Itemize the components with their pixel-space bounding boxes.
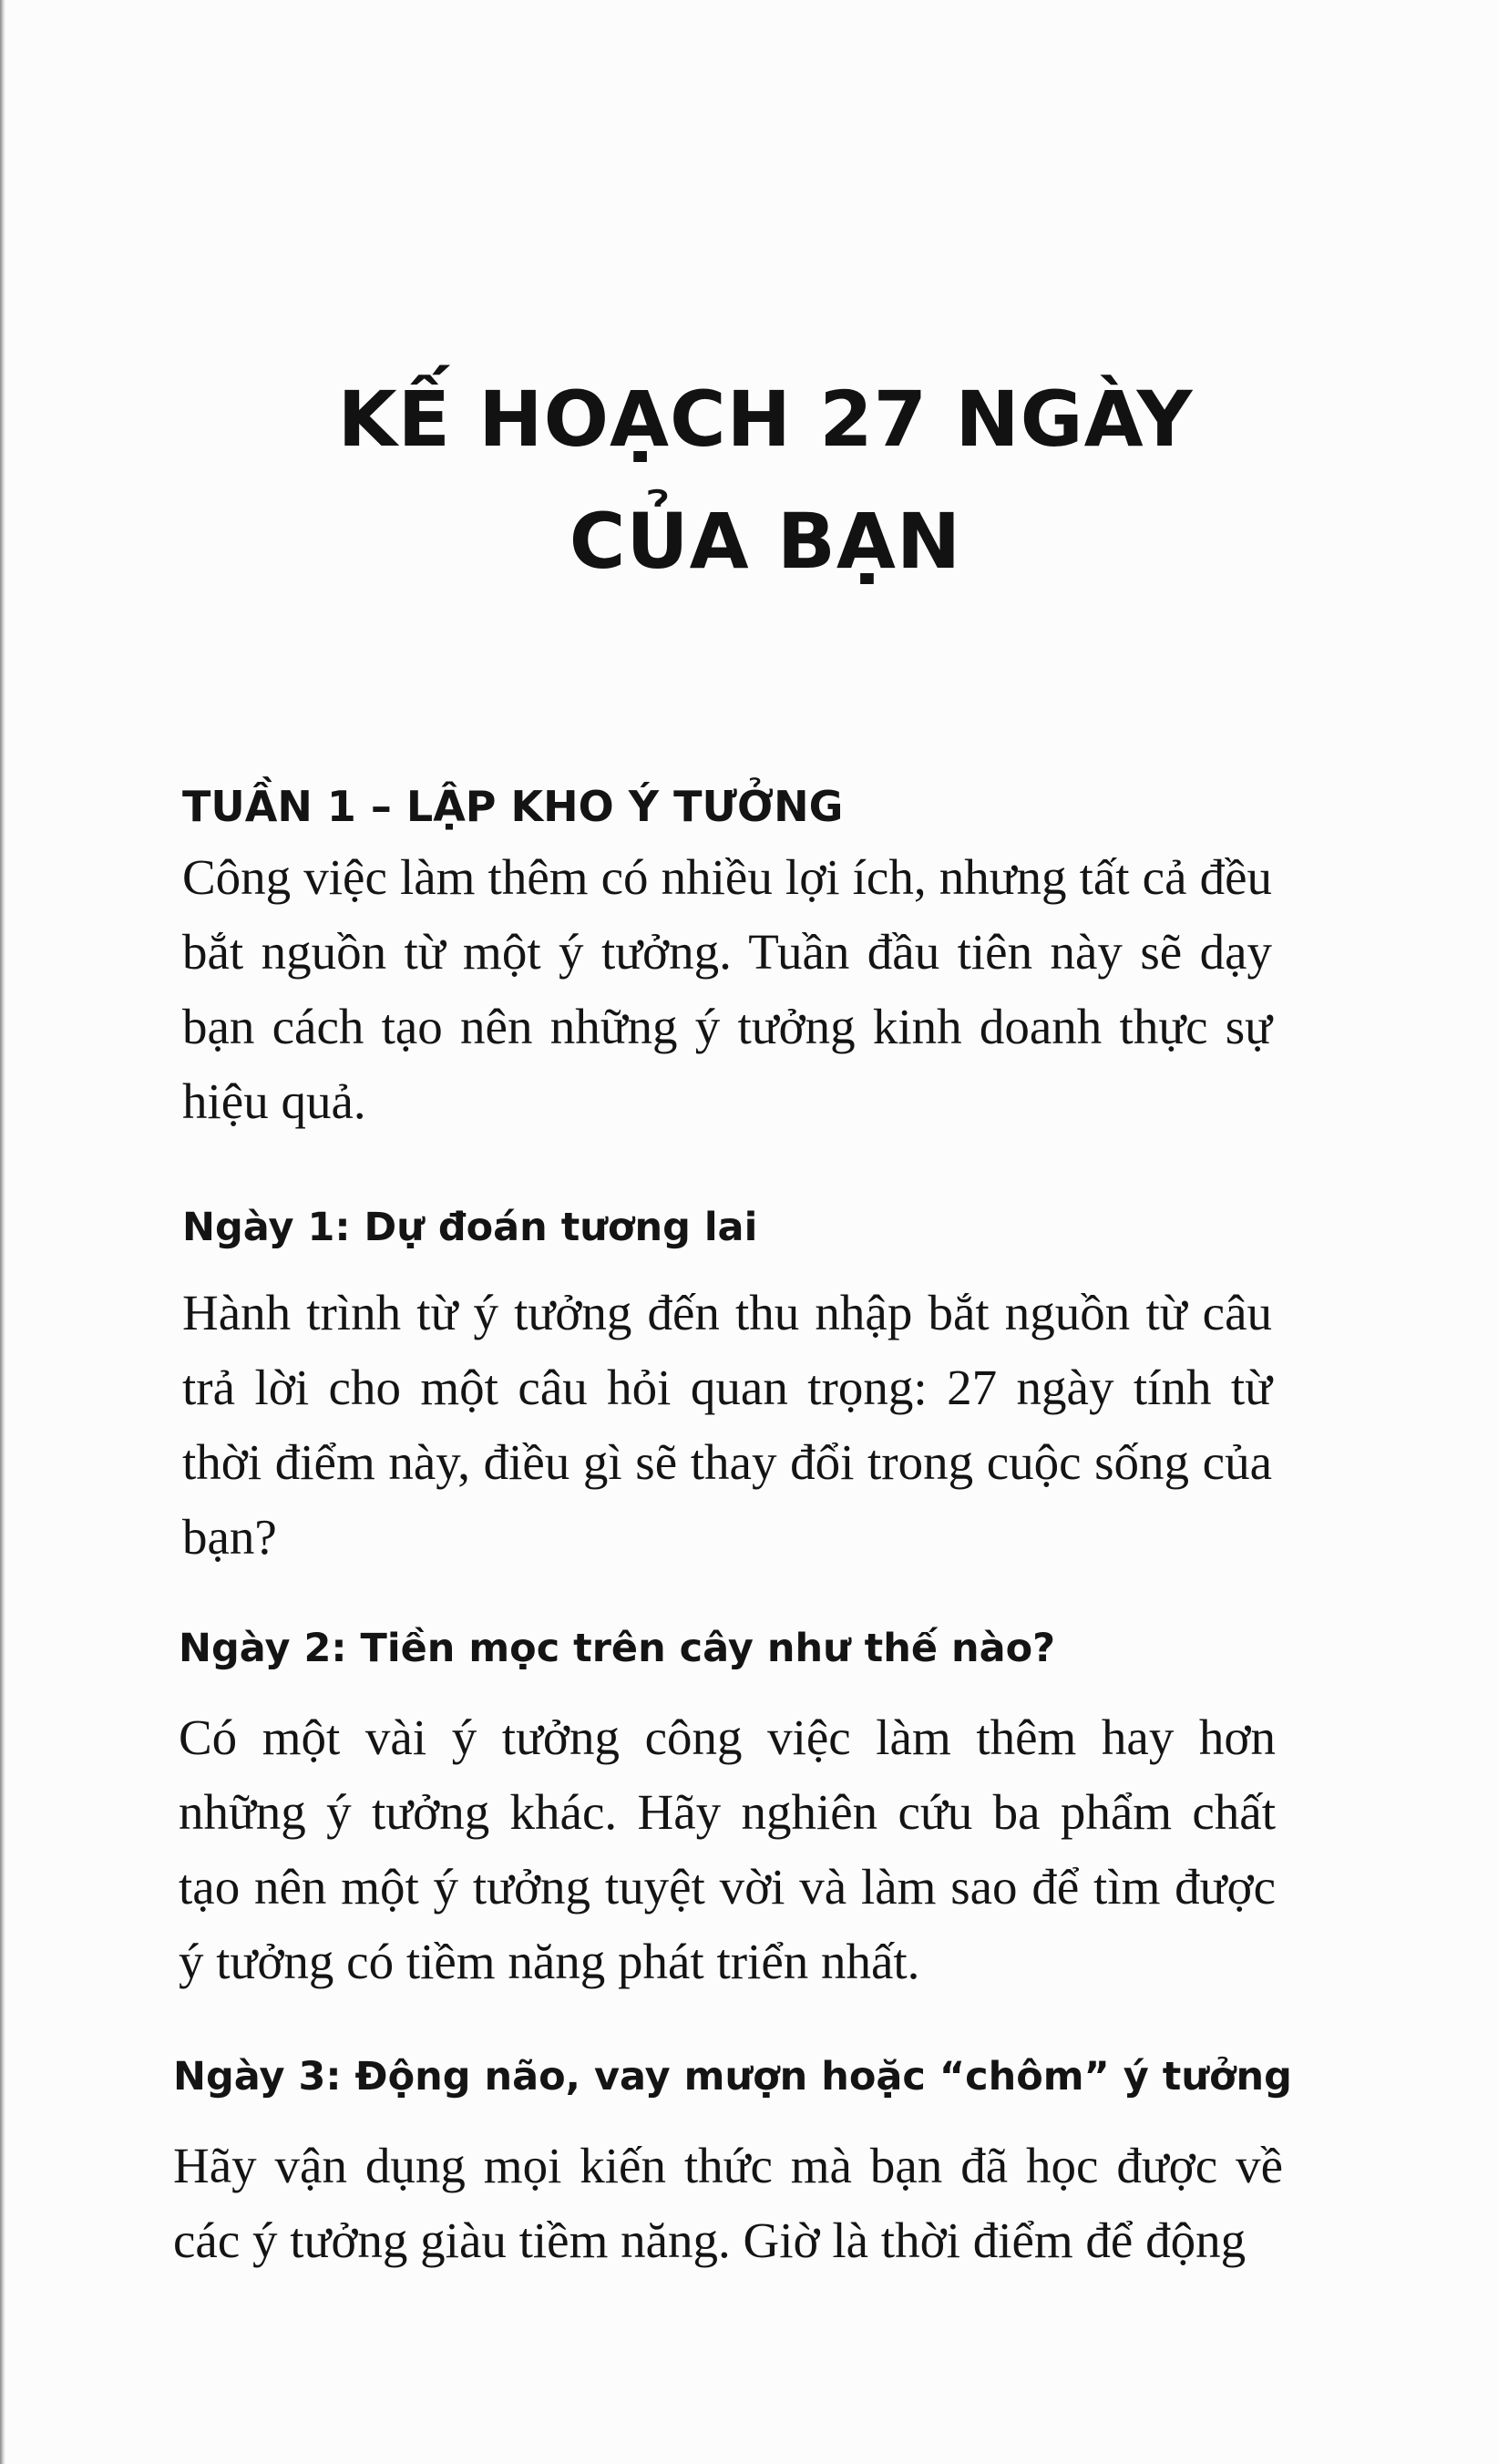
day-2-heading: Ngày 2: Tiền mọc trên cây như thế nào?	[179, 1626, 1056, 1671]
day-2-paragraph: Có một vài ý tưởng công việc làm thêm hay hơn những ý tưởng khác. Hãy nghiên cứu ba phẩm chất tạo nên một ý tưởng tuyệt vời và làm sao để tìm được ý tưởng có tiềm năng phát triển nhất.	[179, 1709, 1276, 1989]
week-1-heading: TUẦN 1 – LẬP KHO Ý TƯỞNG	[182, 782, 844, 831]
day-1-heading: Ngày 1: Dự đoán tương lai	[182, 1205, 758, 1250]
week-1-intro-paragraph: Công việc làm thêm có nhiều lợi ích, nhưng tất cả đều bắt nguồn từ một ý tưởng. Tuần đầu tiên này sẽ dạy bạn cách tạo nên những ý tưởng kinh doanh thực sự hiệu quả.	[182, 849, 1272, 1129]
day-3-heading: Ngày 3: Động não, vay mượn hoặc “chôm” ý tưởng	[173, 2054, 1292, 2100]
chapter-title-line-2: CỦA BẠN	[569, 497, 962, 586]
day-3-paragraph: Hãy vận dụng mọi kiến thức mà bạn đã học được về các ý tưởng giàu tiềm năng. Giờ là thời điểm để động	[173, 2138, 1283, 2268]
day-1-paragraph: Hành trình từ ý tưởng đến thu nhập bắt nguồn từ câu trả lời cho một câu hỏi quan trọng: 27 ngày tính từ thời điểm này, điều gì sẽ thay đổi trong cuộc sống của bạn?	[182, 1285, 1272, 1565]
chapter-title-line-1: KẾ HOẠCH 27 NGÀY	[337, 375, 1194, 464]
page-binding-edge	[0, 0, 5, 2464]
